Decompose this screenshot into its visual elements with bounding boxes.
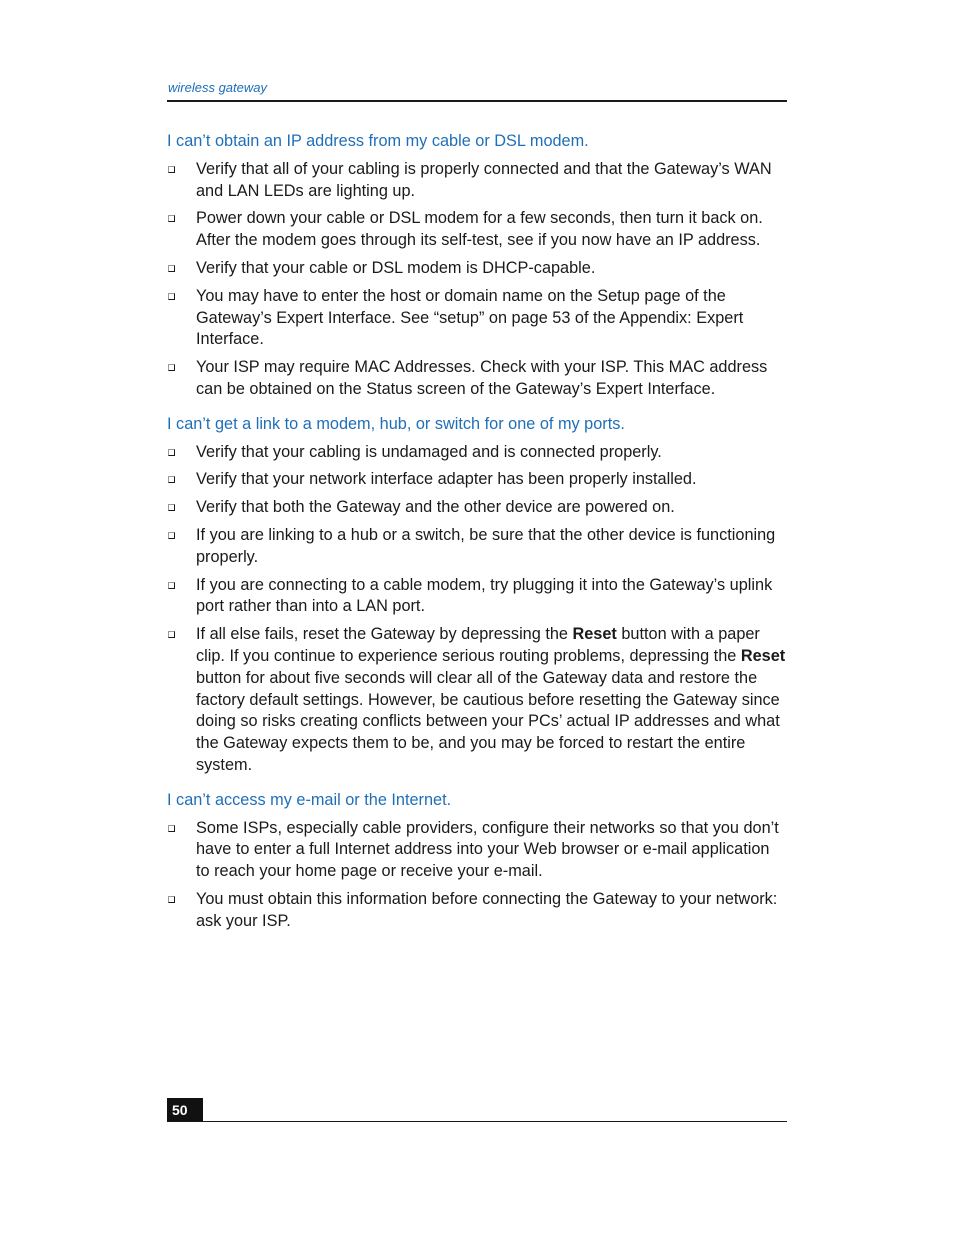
list-item-text: You may have to enter the host or domain name on the Setup page of the Gateway’s Expert Interface. See “setup” on page 53 of the Appendix: Expert Interface. — [196, 286, 744, 349]
list-item — [167, 208, 787, 252]
checkbox-bullet-icon — [168, 215, 175, 222]
section-heading: I can’t access my e-mail or the Internet. — [167, 790, 452, 809]
reset-emphasis: Reset — [740, 646, 786, 665]
list-item-text: Power down your cable or DSL modem for a few seconds, then turn it back on. After the modem goes through its self-test, see if you now have an IP address. — [196, 209, 763, 250]
list-item — [167, 624, 787, 777]
text-run: button for about five seconds will clear all of the Gateway data and restore the factory default settings. However, be cautious before resetting the Gateway since doing so risks creating conflicts between your PCs’ actual IP addresses and what the Gateway expects them to be, and you may be forced to restart the entire system. — [196, 668, 780, 774]
list-item-text: You must obtain this information before connecting the Gateway to your network: ask your ISP. — [196, 889, 778, 930]
page-body — [167, 131, 787, 939]
list-item-text: Verify that all of your cabling is properly connected and that the Gateway’s WAN and LAN LEDs are lighting up. — [196, 159, 772, 200]
list-item — [167, 159, 787, 203]
list-item-text: Your ISP may require MAC Addresses. Check with your ISP. This MAC address can be obtained on the Status screen of the Gateway’s Expert Interface. — [196, 358, 768, 398]
page-number: 50 — [167, 1098, 203, 1122]
list-item-text: Verify that your cable or DSL modem is DHCP-capable. — [196, 258, 596, 277]
list-item — [167, 286, 787, 351]
checkbox-bullet-icon — [168, 293, 175, 300]
list-item-text: Some ISPs, especially cable providers, configure their networks so that you don’t have to enter a full Internet address into your Web browser or e-mail application to reach your home page or receive your e-mail. — [196, 818, 779, 881]
list-item — [167, 889, 787, 933]
checkbox-bullet-icon — [168, 265, 175, 272]
checkbox-bullet-icon — [168, 896, 175, 903]
header-divider — [167, 100, 787, 102]
footer-divider — [167, 1121, 787, 1122]
checkbox-bullet-icon — [168, 166, 175, 173]
list-item — [167, 575, 787, 619]
list-item-text: If you are linking to a hub or a switch, be sure that the other device is functioning properly. — [196, 525, 776, 566]
bullet-list — [167, 818, 787, 933]
list-item — [167, 258, 787, 280]
list-item-text: Verify that your network interface adapter has been properly installed. — [196, 470, 697, 489]
list-item — [167, 469, 787, 491]
section-heading: I can’t get a link to a modem, hub, or switch for one of my ports. — [167, 414, 625, 433]
bullet-list — [167, 159, 787, 401]
bullet-list — [167, 442, 787, 777]
text-run: button with a paper clip. If you continue to experience serious routing problems, depressing the — [196, 625, 760, 665]
section-ip-address — [167, 131, 787, 401]
list-item — [167, 357, 787, 401]
checkbox-bullet-icon — [168, 532, 175, 539]
list-item-text: If you are connecting to a cable modem, try plugging it into the Gateway’s uplink port rather than into a LAN port. — [196, 575, 773, 616]
list-item — [167, 818, 787, 883]
section-heading: I can’t obtain an IP address from my cable or DSL modem. — [167, 132, 589, 150]
list-item — [167, 525, 787, 569]
list-item-text — [196, 625, 785, 774]
checkbox-bullet-icon — [168, 582, 175, 589]
section-email-internet — [167, 790, 787, 933]
list-item — [167, 497, 787, 519]
checkbox-bullet-icon — [168, 631, 175, 638]
running-header: wireless gateway — [168, 80, 267, 95]
reset-emphasis: Reset — [572, 625, 617, 644]
list-item-text: Verify that your cabling is undamaged and is connected properly. — [196, 442, 662, 461]
checkbox-bullet-icon — [168, 449, 175, 456]
list-item — [167, 442, 787, 464]
section-link-ports — [167, 414, 787, 777]
checkbox-bullet-icon — [168, 504, 175, 511]
checkbox-bullet-icon — [168, 825, 175, 832]
checkbox-bullet-icon — [168, 476, 175, 483]
checkbox-bullet-icon — [168, 364, 175, 371]
text-run: If all else fails, reset the Gateway by depressing the — [196, 625, 573, 644]
list-item-text: Verify that both the Gateway and the other device are powered on. — [196, 498, 675, 517]
